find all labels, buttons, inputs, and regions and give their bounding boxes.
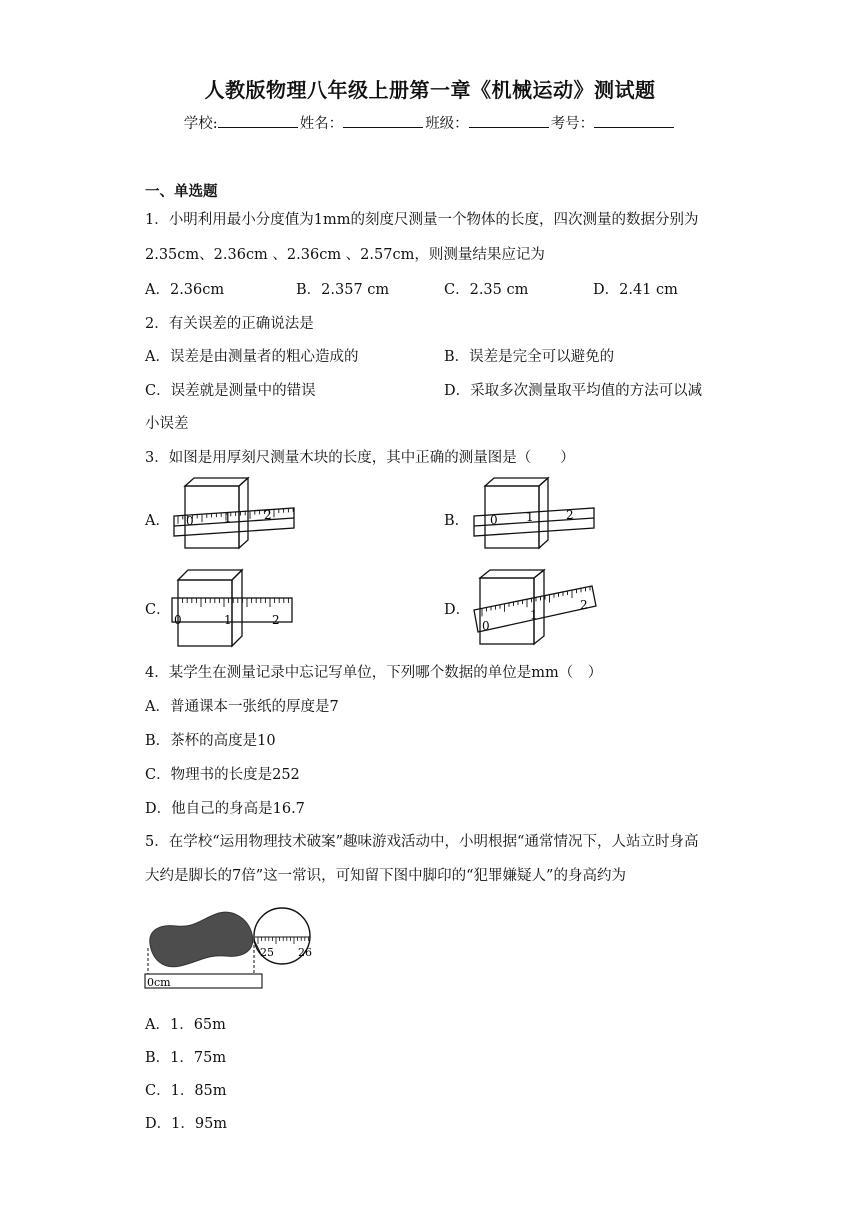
q1-option-b: B．2.357 cm — [296, 282, 390, 298]
q3-option-d-label: D． — [444, 602, 471, 618]
q3-figure-d — [468, 566, 602, 650]
school-label: 学校: — [183, 116, 218, 132]
q4-stem: 4．某学生在测量记录中忘记写单位，下列哪个数据的单位是mm（ ） — [145, 665, 603, 681]
ruler-label-2: 2 — [264, 508, 272, 522]
q1-option-d: D．2.41 cm — [593, 282, 678, 298]
exam-no-label: 考号： — [550, 116, 595, 132]
q2-option-d-line1: D．采取多次测量取平均值的方法可以减 — [444, 383, 703, 399]
ruler-label-1: 1 — [224, 511, 232, 525]
ruler-zero-label: 0cm — [147, 976, 171, 989]
ruler-label-0: 0 — [186, 514, 194, 528]
q4-option-a: A．普通课本一张纸的厚度是7 — [145, 699, 339, 715]
q5-option-c: C．1．85m — [145, 1083, 227, 1099]
q3-figure-c — [168, 566, 298, 650]
name-blank[interactable] — [343, 113, 423, 128]
q5-option-d: D．1．95m — [145, 1116, 228, 1132]
q2-stem: 2．有关误差的正确说法是 — [145, 316, 314, 332]
q5-footprint-figure — [142, 900, 322, 992]
q2-option-a: A．误差是由测量者的粗心造成的 — [145, 349, 359, 365]
section-heading: 一、单选题 — [145, 183, 218, 200]
q3-stem: 3．如图是用厚刻尺测量木块的长度，其中正确的测量图是（ ） — [145, 450, 575, 466]
ruler-label-1: 1 — [224, 613, 232, 627]
q1-option-c: C．2.35 cm — [444, 282, 529, 298]
ruler-label-1: 1 — [530, 608, 538, 622]
q4-option-d: D．他自己的身高是16.7 — [145, 801, 305, 817]
name-label: 姓名： — [299, 116, 344, 132]
q1-stem-line1: 1．小明利用最小分度值为1mm的刻度尺测量一个物体的长度，四次测量的数据分别为 — [145, 212, 699, 228]
q3-option-b-label: B． — [444, 513, 470, 529]
q5-stem-line1: 5．在学校“运用物理技术破案”趣味游戏活动中，小明根据“通常情况下，人站立时身高 — [145, 834, 699, 850]
q2-option-b: B．误差是完全可以避免的 — [444, 349, 615, 365]
q5-stem-line2: 大约是脚长的7倍”这一常识，可知留下图中脚印的“犯罪嫌疑人”的身高约为 — [145, 868, 626, 884]
q3-option-c-label: C． — [145, 602, 171, 618]
ruler-label-2: 2 — [272, 613, 280, 627]
q1-option-a: A．2.36cm — [145, 282, 225, 298]
ruler-label-0: 0 — [490, 513, 498, 527]
ruler-label-0: 0 — [174, 613, 182, 627]
student-info-line — [0, 112, 860, 133]
page-title: 人教版物理八年级上册第一章《机械运动》测试题 — [204, 78, 656, 102]
ruler-label-1: 1 — [526, 510, 534, 524]
q1-stem-line2: 2.35cm、2.36cm 、2.36cm 、2.57cm，则测量结果应记为 — [145, 247, 545, 263]
magnified-label-26: 26 — [298, 946, 312, 959]
ruler-label-2: 2 — [580, 598, 588, 612]
q5-option-b: B．1．75m — [145, 1050, 227, 1066]
q3-figure-a — [170, 474, 302, 558]
class-label: 班级： — [425, 116, 469, 132]
school-blank[interactable] — [218, 113, 298, 128]
q5-option-a: A．1．65m — [145, 1017, 226, 1033]
q2-option-c: C．误差就是测量中的错误 — [145, 383, 316, 399]
q4-option-b: B．茶杯的高度是10 — [145, 733, 276, 749]
footprint-icon — [150, 912, 253, 967]
q3-option-a-label: A． — [145, 513, 170, 529]
q4-option-c: C．物理书的长度是252 — [145, 767, 300, 783]
magnified-label-25: 25 — [260, 946, 274, 959]
ruler-label-2: 2 — [566, 508, 574, 522]
class-blank[interactable] — [469, 113, 549, 128]
exam-no-blank[interactable] — [594, 113, 674, 128]
q2-option-d-line2: 小误差 — [145, 416, 189, 432]
q3-figure-b — [470, 474, 602, 558]
ruler-label-0: 0 — [482, 619, 490, 633]
